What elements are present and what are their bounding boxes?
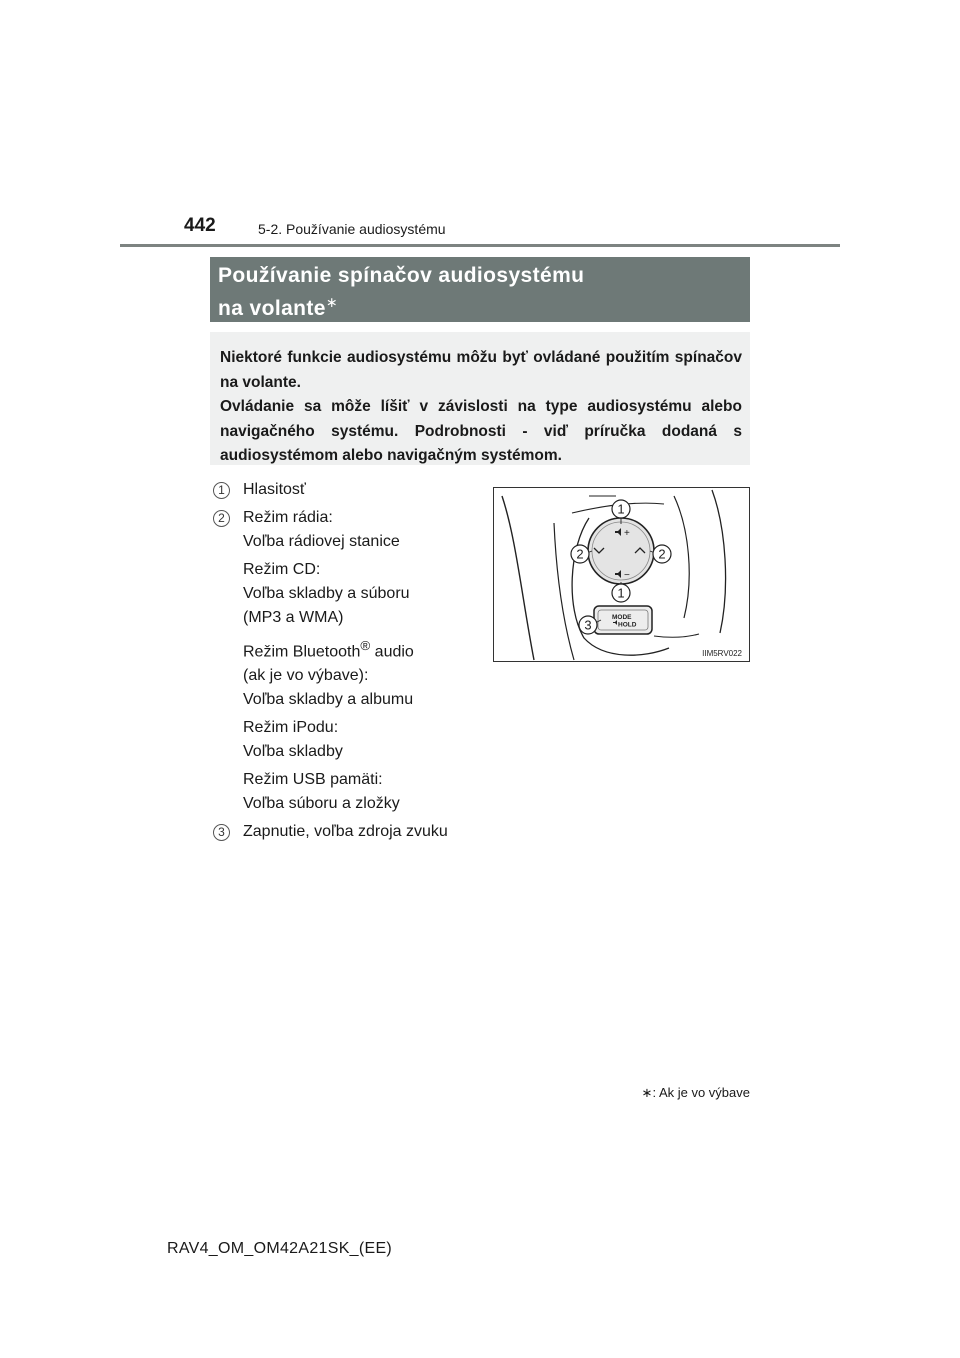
item-text: Režim iPodu: — [243, 719, 339, 737]
footnote-text: : Ak je vo výbave — [652, 1085, 750, 1100]
wheel-rim-line — [712, 490, 726, 633]
hold-label: HOLD — [618, 621, 637, 629]
callout-number: 1 — [617, 501, 625, 517]
callout — [571, 545, 589, 563]
title-text-2: na volante — [218, 297, 326, 320]
item-text: Režim rádia: — [243, 509, 333, 526]
asterisk-icon: ∗ — [641, 1085, 653, 1100]
intro-paragraph-1: Niektoré funkcie audiosystému môžu byť ovládané použitím spínačov na volante. — [220, 349, 742, 391]
callout-number: 2 — [576, 546, 584, 562]
title-line-1: Používanie spínačov audiosystému — [218, 264, 585, 287]
title-line-2 — [218, 289, 742, 322]
mode-ipod — [243, 716, 513, 764]
item-text: Zapnutie, voľba zdroja zvuku — [243, 823, 448, 841]
list-item-power — [213, 820, 513, 844]
item-text: Voľba skladby a súboru — [243, 585, 410, 602]
steering-wheel-illustration — [494, 488, 749, 661]
list-item-modes — [213, 506, 513, 816]
mode-radio — [243, 506, 513, 554]
wheel-rim-line — [502, 496, 534, 660]
item-text: (ak je vo výbave): — [243, 667, 369, 685]
item-text: (MP3 a WMA) — [243, 609, 344, 626]
trim-line — [654, 634, 699, 637]
number-badge: 2 — [213, 510, 230, 527]
asterisk-icon: ∗ — [325, 294, 339, 310]
item-text: Hlasitosť — [243, 481, 306, 498]
page-number: 442 — [184, 215, 216, 236]
wheel-rim-line — [674, 496, 689, 618]
callout — [653, 545, 671, 563]
intro-box — [210, 332, 750, 465]
callout-number: 2 — [658, 546, 666, 562]
vol-down-symbol: − — [624, 570, 630, 581]
footnote — [642, 1085, 750, 1101]
intro-paragraph-2: Ovládanie sa môže líšiť v závislosti na type audiosystému alebo navigačného systému. Podrobnosti - viď príručka dodaná s audiosystémom alebo navigačným systémom. — [220, 398, 742, 464]
header-rule — [120, 244, 840, 247]
document-id: RAV4_OM_OM42A21SK_(EE) — [167, 1240, 393, 1257]
bt-prefix: Režim Bluetooth — [243, 643, 361, 661]
figure-code: IIM5RV022 — [702, 649, 742, 658]
list-item-volume — [213, 478, 513, 502]
vol-up-symbol: + — [624, 528, 630, 539]
callout — [612, 584, 630, 602]
mode-usb — [243, 768, 513, 816]
mode-label: MODE — [612, 614, 632, 621]
item-text: Voľba súboru a zložky — [243, 795, 400, 813]
item-text: Režim CD: — [243, 561, 321, 578]
item-text: Voľba skladby a albumu — [243, 691, 414, 709]
item-text — [243, 634, 513, 664]
callout-number: 1 — [617, 585, 625, 601]
mode-bluetooth — [243, 634, 513, 712]
wheel-rim-line — [554, 523, 574, 660]
callout — [579, 616, 597, 634]
title-box — [210, 257, 750, 322]
registered-mark: ® — [360, 638, 371, 653]
mode-cd — [243, 558, 513, 630]
number-badge: 3 — [213, 824, 230, 841]
section-title: 5-2. Používanie audiosystému — [258, 221, 446, 237]
callout-number: 3 — [584, 617, 592, 633]
item-text: Voľba skladby — [243, 743, 343, 761]
callout — [612, 500, 630, 518]
bt-suffix: audio — [370, 643, 414, 661]
number-badge: 1 — [213, 482, 230, 499]
item-list — [213, 478, 513, 844]
steering-switch-figure — [493, 487, 750, 662]
item-text: Voľba rádiovej stanice — [243, 533, 400, 550]
item-text: Režim USB pamäti: — [243, 771, 383, 789]
